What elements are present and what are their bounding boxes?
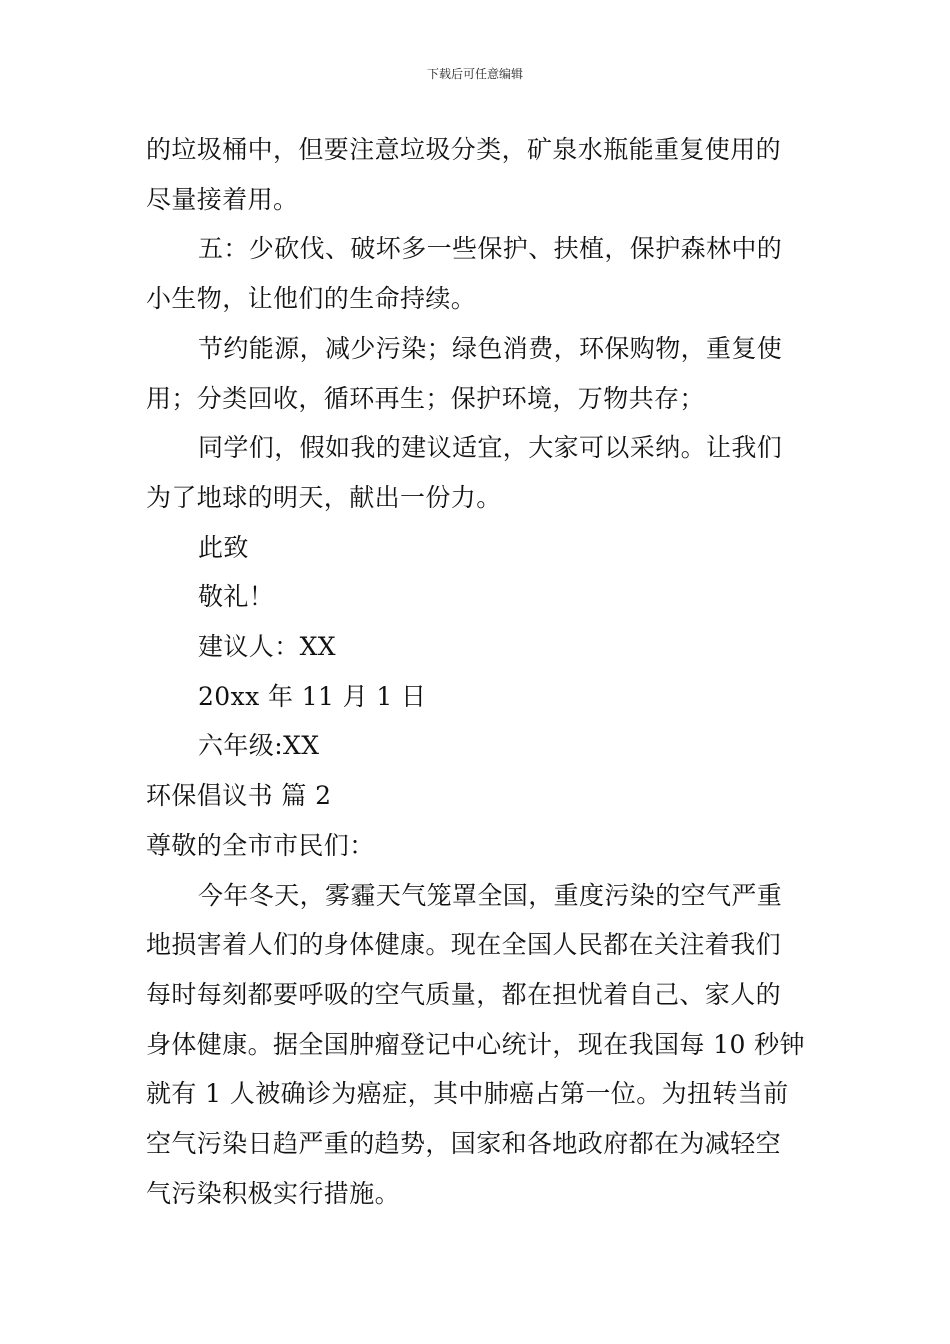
- paragraph-closing-appeal: 同学们，假如我的建议适宜，大家可以采纳。让我们为了地球的明天，献出一份力。: [146, 433, 783, 512]
- section-title: 环保倡议书 篇 2: [146, 781, 332, 811]
- salutation-line-2: 敬礼！: [198, 582, 275, 612]
- document-body: [146, 125, 806, 1218]
- paragraph-point-five: 五：少砍伐、破坏多一些保护、扶植，保护森林中的小生物，让他们的生命持续。: [146, 234, 783, 314]
- proposer-signature: 建议人：XX: [198, 632, 336, 662]
- salutation-line-1: 此致: [198, 532, 249, 562]
- letter-date: 20xx 年 11 月 1 日: [198, 681, 427, 711]
- paragraph-continuation: 的垃圾桶中，但要注意垃圾分类，矿泉水瓶能重复使用的尽量接着用。: [146, 135, 782, 214]
- grade-signature: 六年级:XX: [198, 731, 320, 761]
- paragraph-smog: 今年冬天，雾霾天气笼罩全国，重度污染的空气严重地损害着人们的身体健康。现在全国人民都在关注着我们每时每刻都要呼吸的空气质量，都在担忧着自己、家人的身体健康。据全国肿瘤登记中心统计，现在我国每 10 秒钟就有 1 人被确诊为癌症，其中肺癌占第一位。为扭转当前空气污染日趋严重的趋势，国家和各地政府都在为减轻空气污染积极实行措施。: [146, 880, 805, 1208]
- letter-greeting: 尊敬的全市市民们：: [146, 830, 375, 860]
- page-header-note: 下载后可任意编辑: [426, 67, 523, 81]
- paragraph-slogan: 节约能源，减少污染；绿色消费，环保购物，重复使用；分类回收，循环再生；保护环境，万物共存；: [146, 333, 783, 413]
